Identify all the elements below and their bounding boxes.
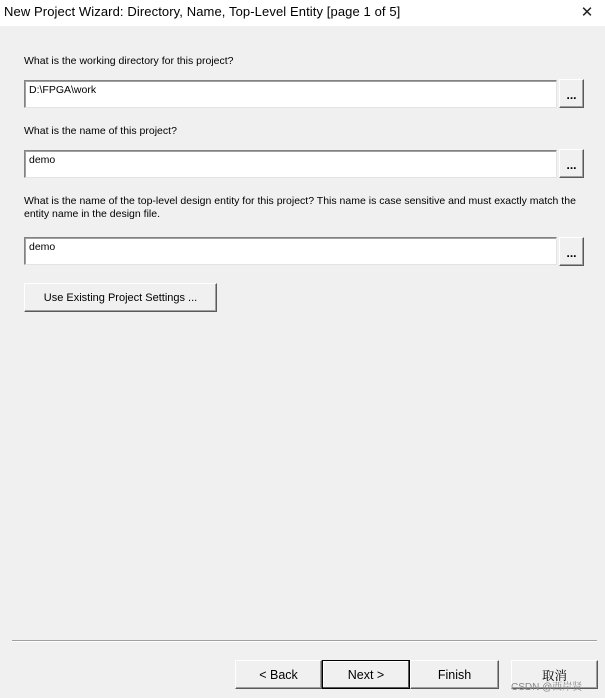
directory-label: What is the working directory for this project? <box>24 55 234 67</box>
watermark-text: CSDN @西岸贤 <box>511 682 583 693</box>
entity-browse-button[interactable]: ... <box>559 237 584 266</box>
use-existing-settings-button[interactable]: Use Existing Project Settings ... <box>24 283 217 312</box>
cancel-button[interactable]: 取消 <box>511 660 598 689</box>
project-name-field[interactable]: demo <box>24 150 557 178</box>
project-name-browse-button[interactable]: ... <box>559 149 584 178</box>
entity-label <box>24 195 594 221</box>
directory-browse-button[interactable]: ... <box>559 79 584 108</box>
close-icon[interactable]: ✕ <box>580 4 594 21</box>
window-title: New Project Wizard: Directory, Name, Top-Level Entity [page 1 of 5] <box>4 4 401 19</box>
footer-separator <box>12 640 597 642</box>
back-button[interactable]: < Back <box>235 660 322 689</box>
title-bar <box>0 0 605 26</box>
project-name-label: What is the name of this project? <box>24 125 177 137</box>
directory-field[interactable]: D:\FPGA\work <box>24 80 557 108</box>
entity-label-line1: What is the name of the top-level design entity for this project? This name is case sensitive and must exactly match the <box>24 195 576 207</box>
next-button[interactable]: Next > <box>322 660 410 689</box>
entity-name-field[interactable]: demo <box>24 237 557 265</box>
finish-button[interactable]: Finish <box>410 660 499 689</box>
entity-label-line2: entity name in the design file. <box>24 208 160 220</box>
